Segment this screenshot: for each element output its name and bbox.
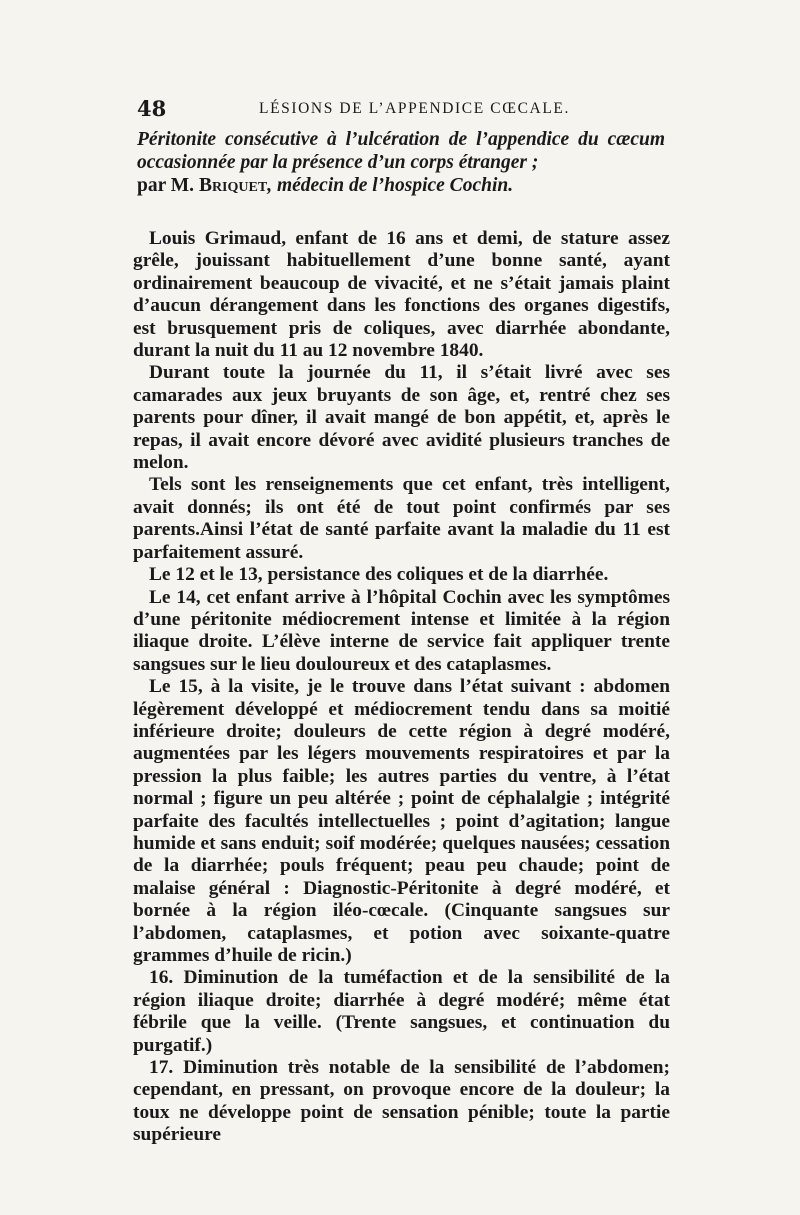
page-header	[137, 96, 672, 126]
byline-prefix: par M.	[137, 175, 195, 196]
article-title: Péritonite consécutive à l’ulcération de l’appendice du cæcum occasionnée par la présence d’un corps étranger ;	[137, 129, 665, 173]
paragraph: Louis Grimaud, enfant de 16 ans et demi, de stature assez grêle, jouissant habituellement d’une bonne santé, ayant ordinairement beaucoup de vivacité, et ne s’était jamais plaint d’aucun dérangement dans les fonctions des organes digestifs, est brusquement pris de coliques, avec diarrhée abondante, durant la nuit du 11 au 12 novembre 1840.	[133, 228, 670, 362]
paragraph: 16. Diminution de la tuméfaction et de la sensibilité de la région iliaque droite; diarrhée à degré modéré; même état fébrile que la veille. (Trente sangsues, et continuation du purgatif.)	[133, 967, 670, 1056]
paragraph: Durant toute la journée du 11, il s’était livré avec ses camarades aux jeux bruyants de son âge, et, rentré chez ses parents pour dîner, il avait mangé de bon appétit, et, après le repas, il avait encore dévoré avec avidité plusieurs tranches de melon.	[133, 362, 670, 474]
paragraph: Le 15, à la visite, je le trouve dans l’état suivant : abdomen légèrement développé et médiocrement tendu dans sa moitié inférieure droite; douleurs de cette région à degré modéré, augmentées par les légers mouvements respiratoires et par la pression la plus faible; les autres parties du ventre, à l’état normal ; figure un peu altérée ; point de céphalalgie ; intégrité parfaite des facultés intellectuelles ; point d’agitation; langue humide et sans enduit; soif modérée; quelques nausées; cessation de la diarrhée; pouls fréquent; peau peu chaude; point de malaise général : Diagnostic-Péritonite à degré modéré, et bornée à la région iléo-cœcale. (Cinquante sangsues sur l’abdomen, cataplasmes, et potion avec soixante-quatre grammes d’huile de ricin.)	[133, 676, 670, 966]
author-role: , médecin de l’hospice Cochin.	[267, 175, 514, 196]
article-body	[133, 228, 670, 1147]
paragraph: Tels sont les renseignements que cet enfant, très intelligent, avait donnés; ils ont été de tout point confirmés par ses parents.Ainsi l’état de santé parfaite avant la maladie du 11 est parfaitement assuré.	[133, 474, 670, 563]
paragraph: Le 12 et le 13, persistance des coliques et de la diarrhée.	[149, 564, 609, 586]
page-number: 48	[137, 96, 167, 121]
paragraph: 17. Diminution très notable de la sensibilité de l’abdomen; cependant, en pressant, on provoque encore de la douleur; la toux ne développe point de sensation pénible; toute la partie supérieure	[133, 1057, 670, 1146]
running-head: LÉSIONS DE L’APPENDICE CŒCALE.	[259, 100, 570, 117]
article-heading	[137, 128, 665, 197]
paragraph: Le 14, cet enfant arrive à l’hôpital Cochin avec les symptômes d’une péritonite médiocrement intense et limitée à la région iliaque droite. L’élève interne de service fait appliquer trente sangsues sur le lieu douloureux et des cataplasmes.	[133, 586, 670, 675]
article-byline	[137, 174, 665, 197]
author-name: Briquet	[198, 175, 268, 196]
